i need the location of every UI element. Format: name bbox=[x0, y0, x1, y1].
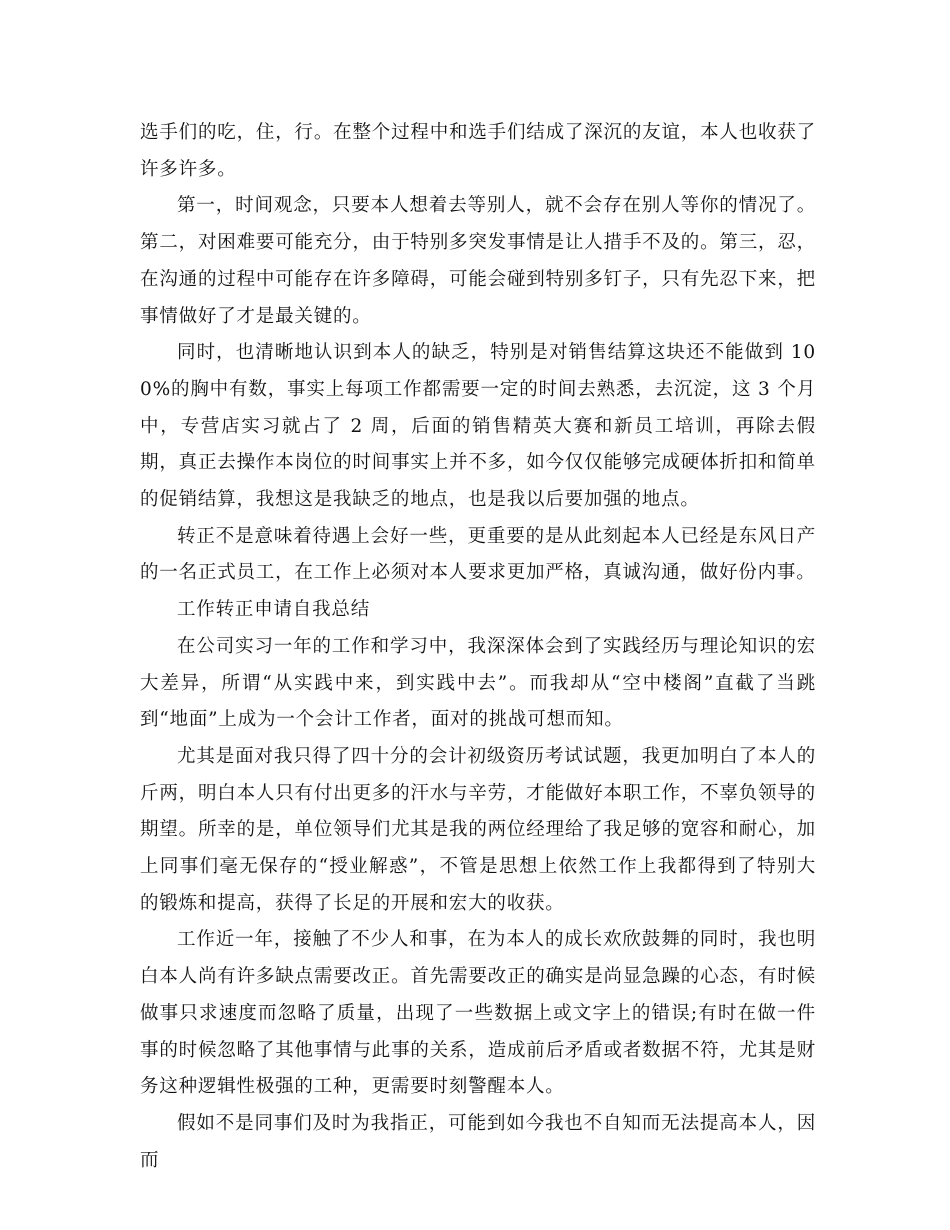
paragraph-4: 转正不是意味着待遇上会好一些，更重要的是从此刻起本人已经是东风日产的一名正式员工，在工作上必须对本人要求更加严格，真诚沟通，做好份内事。 bbox=[140, 525, 816, 584]
paragraph-1: 选手们的吃，住，行。在整个过程中和选手们结成了深沉的友谊，本人也收获了许多许多。 bbox=[140, 122, 816, 180]
section-heading: 工作转正申请自我总结 bbox=[177, 599, 371, 621]
document-body bbox=[140, 115, 816, 1179]
paragraph-2: 第一，时间观念，只要本人想着去等别人，就不会存在别人等你的情况了。第二，对困难要可能充分，由于特别多突发事情是让人措手不及的。第三，忍，在沟通的过程中可能存在许多障碍，可能会碰到特别多钉子，只有先忍下来，把事情做好了才是最关键的。 bbox=[140, 195, 816, 327]
paragraph-6: 在公司实习一年的工作和学习中，我深深体会到了实践经历与理论知识的宏大差异，所谓“从实践中来，到实践中去”。而我却从“空中楼阁”直截了当跳到“地面”上成为一个会计工作者，面对的挑战可想而知。 bbox=[140, 635, 816, 731]
paragraph-7: 尤其是面对我只得了四十分的会计初级资历考试试题，我更加明白了本人的斤两，明白本人只有付出更多的汗水与辛劳，才能做好本职工作，不辜负领导的期望。所幸的是，单位领导们尤其是我的两位经理给了我足够的宽容和耐心，加上同事们毫无保存的“授业解惑”，不管是思想上依然工作上我都得到了特别大的锻炼和提高，获得了长足的开展和宏大的收获。 bbox=[140, 745, 816, 914]
paragraph-3: 同时，也清晰地认识到本人的缺乏，特别是对销售结算这块还不能做到 100%的胸中有数，事实上每项工作都需要一定的时间去熟悉，去沉淀，这 3 个月中，专营店实习就占了 2 周，后面的销售精英大赛和新员工培训，再除去假期，真正去操作本岗位的时间事实上并不多，如今仅仅能够完成硬体折扣和简单的促销结算，我想这是我缺乏的地点，也是我以后要加强的地点。 bbox=[140, 342, 816, 511]
paragraph-9: 假如不是同事们及时为我指正，可能到如今我也不自知而无法提高本人，因而 bbox=[140, 1112, 816, 1171]
paragraph-8: 工作近一年，接触了不少人和事，在为本人的成长欢欣鼓舞的同时，我也明白本人尚有许多缺点需要改正。首先需要改正的确实是尚显急躁的心态，有时候做事只求速度而忽略了质量，出现了一些数据上或文字上的错误;有时在做一件事的时候忽略了其他事情与此事的关系，造成前后矛盾或者数据不符，尤其是财务这种逻辑性极强的工种，更需要时刻警醒本人。 bbox=[140, 929, 816, 1098]
